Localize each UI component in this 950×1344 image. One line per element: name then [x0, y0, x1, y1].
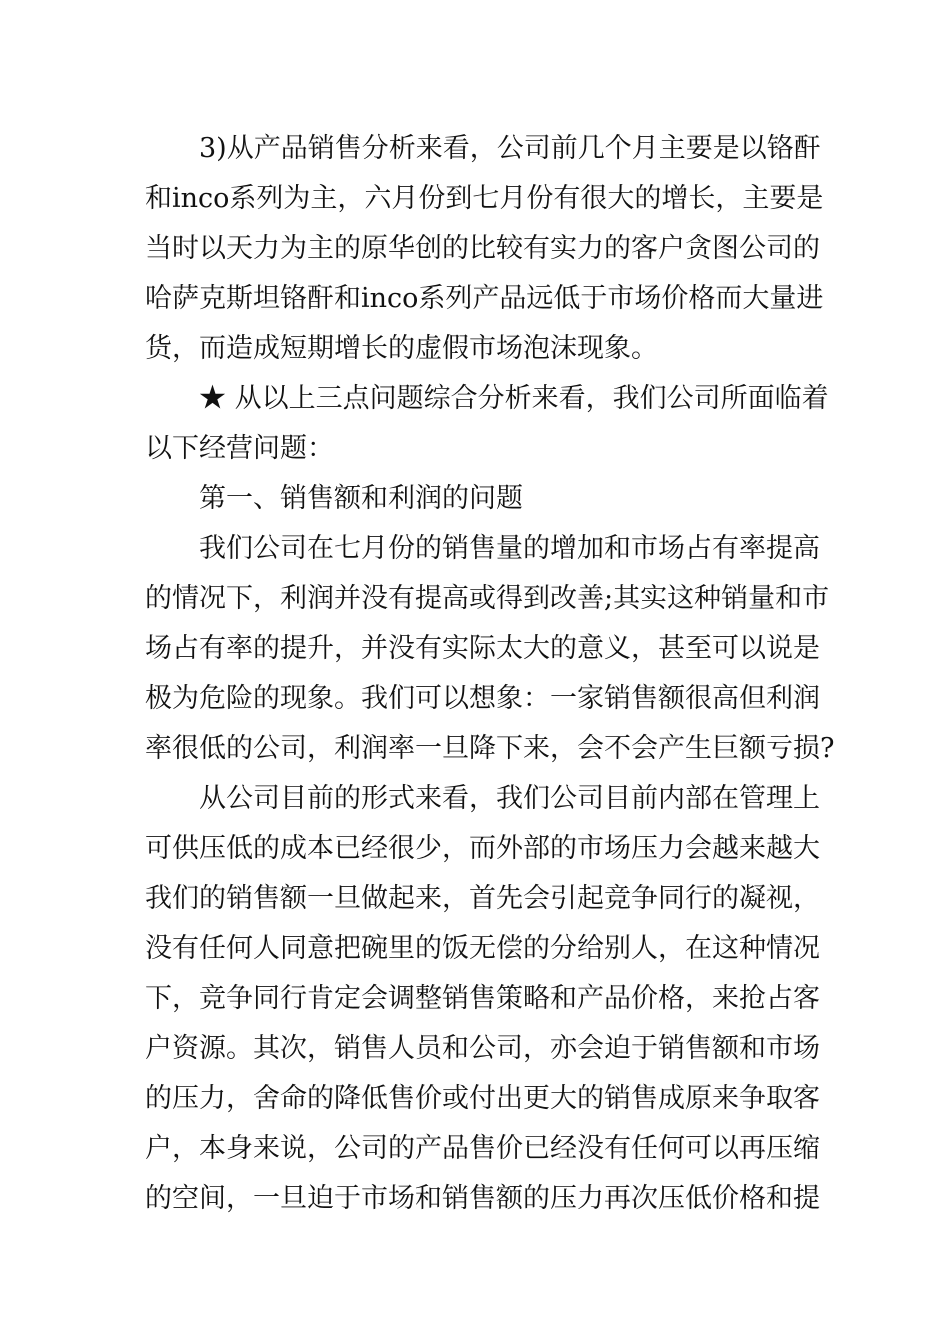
text-line: 哈萨克斯坦铬酐和inco系列产品远低于市场价格而大量进	[145, 283, 824, 314]
heading-text: 第一、销售额和利润的问题	[199, 483, 523, 514]
text-line: 场占有率的提升，并没有实际太大的意义，甚至可以说是	[145, 633, 820, 664]
text-line: 当时以天力为主的原华创的比较有实力的客户贪图公司的	[145, 233, 820, 264]
text-line: 3)从产品销售分析来看，公司前几个月主要是以铬酐	[199, 133, 821, 164]
paragraph	[145, 374, 829, 474]
paragraph	[145, 124, 824, 374]
text-line: 率很低的公司，利润率一旦降下来，会不会产生巨额亏损?	[145, 733, 835, 764]
paragraph	[145, 774, 820, 1224]
text-line: 没有任何人同意把碗里的饭无偿的分给别人，在这种情况	[145, 933, 820, 964]
text-line: 可供压低的成本已经很少，而外部的市场压力会越来越大	[145, 833, 820, 864]
document-page	[145, 124, 835, 1224]
text-line: 我们公司在七月份的销售量的增加和市场占有率提高	[199, 533, 820, 564]
text-line: 我们的销售额一旦做起来，首先会引起竞争同行的凝视，	[145, 883, 820, 914]
text-line: 和inco系列为主，六月份到七月份有很大的增长，主要是	[145, 183, 824, 214]
text-line: 从公司目前的形式来看，我们公司目前内部在管理上	[199, 783, 820, 814]
text-line: ★ 从以上三点问题综合分析来看，我们公司所面临着	[199, 383, 829, 414]
text-line: 的空间，一旦迫于市场和销售额的压力再次压低价格和提	[145, 1183, 820, 1214]
text-line: 户，本身来说，公司的产品售价已经没有任何可以再压缩	[145, 1133, 820, 1164]
section-heading	[145, 474, 807, 524]
text-line: 下，竞争同行肯定会调整销售策略和产品价格，来抢占客	[145, 983, 820, 1014]
text-line: 户资源。其次，销售人员和公司，亦会迫于销售额和市场	[145, 1033, 820, 1064]
text-line: 以下经营问题：	[145, 433, 334, 464]
text-line: 的压力，舍命的降低售价或付出更大的销售成原来争取客	[145, 1083, 820, 1114]
paragraph	[145, 524, 835, 774]
text-line: 货，而造成短期增长的虚假市场泡沫现象。	[145, 333, 658, 364]
text-line: 极为危险的现象。我们可以想象：一家销售额很高但利润	[145, 683, 820, 714]
text-line: 的情况下，利润并没有提高或得到改善;其实这种销量和市	[145, 583, 830, 614]
